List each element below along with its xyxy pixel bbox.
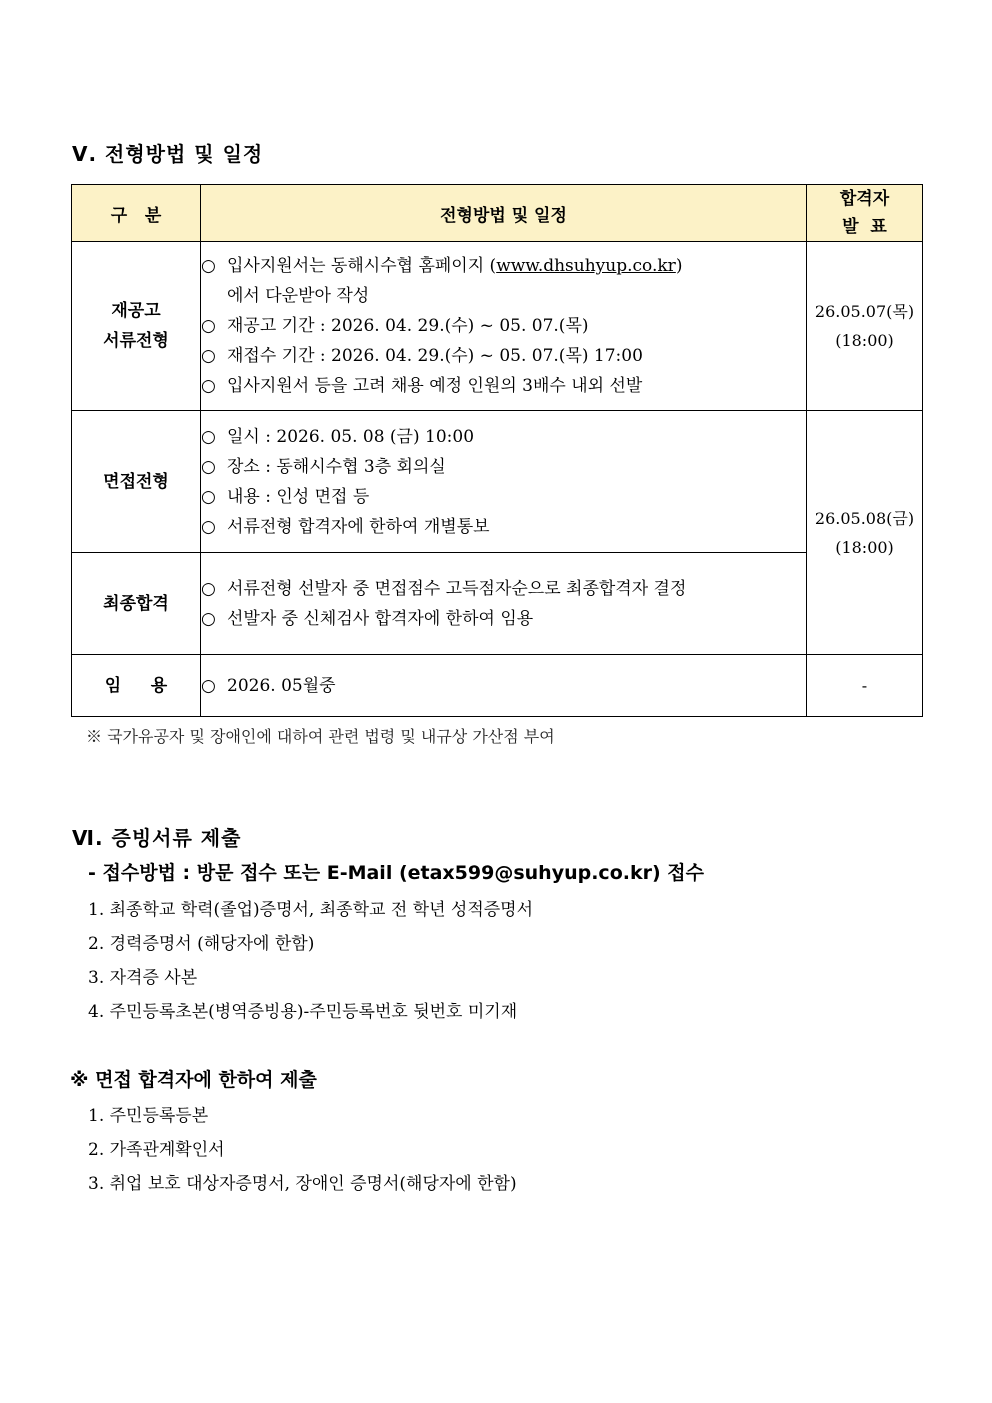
interview-document-list — [88, 1099, 517, 1201]
bullet-circle-icon: ○ — [201, 346, 216, 366]
bullet-circle-icon: ○ — [201, 376, 216, 396]
method-item — [201, 452, 806, 482]
interview-docs-title: ※ 면접 합격자에 한하여 제출 — [70, 1069, 317, 1091]
method-item-text: ) — [675, 256, 683, 276]
header-method: 전형방법 및 일정 — [201, 185, 807, 242]
row-category: 최종합격 — [72, 553, 201, 655]
method-item — [201, 512, 806, 542]
method-item — [201, 371, 806, 401]
table-row — [72, 242, 923, 411]
table-row — [72, 655, 923, 717]
section6-title: Ⅵ. 증빙서류 제출 — [72, 826, 242, 850]
row-method — [201, 553, 807, 655]
method-item-text: 서류전형 합격자에 한하여 개별통보 — [227, 516, 490, 537]
header-announce-line2: 발 표 — [842, 217, 887, 237]
bullet-circle-icon: ○ — [201, 578, 216, 599]
method-item-text: 장소 : 동해시수협 3층 회의실 — [227, 456, 446, 477]
method-item — [201, 251, 806, 281]
bullet-circle-icon: ○ — [201, 426, 216, 447]
bullet-circle-icon: ○ — [201, 256, 216, 276]
table-row — [72, 411, 923, 553]
bullet-circle-icon: ○ — [201, 516, 216, 537]
method-item — [201, 604, 806, 634]
row-announce: - — [807, 655, 923, 717]
row-announce — [807, 242, 923, 411]
bullet-circle-icon: ○ — [201, 486, 216, 507]
schedule-table — [71, 184, 923, 717]
method-item — [201, 422, 806, 452]
table-row — [72, 553, 923, 655]
method-item — [201, 341, 806, 371]
row-category — [72, 242, 201, 411]
method-item-text: 2026. 05월중 — [227, 675, 336, 696]
method-item — [201, 482, 806, 512]
announce-time: (18:00) — [835, 331, 894, 350]
row-method — [201, 411, 807, 553]
method-item-continuation: 에서 다운받아 작성 — [227, 286, 370, 306]
method-item-text: 재접수 기간 : 2026. 04. 29.(수) ~ 05. 07.(목) 17:00 — [227, 346, 643, 366]
row-method — [201, 655, 807, 717]
header-announce-line1: 합격자 — [839, 189, 890, 209]
document-list — [88, 893, 533, 1029]
table-header-row — [72, 185, 923, 242]
list-item: 1. 주민등록등본 — [88, 1106, 209, 1126]
header-announce — [807, 185, 923, 242]
header-category: 구 분 — [72, 185, 201, 242]
bullet-circle-icon: ○ — [201, 456, 216, 477]
bullet-circle-icon: ○ — [201, 675, 216, 696]
method-item — [201, 671, 806, 701]
method-item-text: 일시 : 2026. 05. 08 (금) 10:00 — [227, 426, 475, 447]
method-item-text: 내용 : 인성 면접 등 — [227, 486, 370, 507]
method-item-text: 서류전형 선발자 중 면접점수 고득점자순으로 최종합격자 결정 — [227, 578, 687, 599]
homepage-link[interactable]: www.dhsuhyup.co.kr — [496, 256, 676, 276]
receive-method: - 접수방법 : 방문 접수 또는 E-Mail (etax599@suhyup.co.kr) 접수 — [88, 862, 704, 884]
list-item: 2. 경력증명서 (해당자에 한함) — [88, 934, 315, 954]
method-item-text: 선발자 중 신체검사 합격자에 한하여 임용 — [227, 608, 534, 629]
announce-date: 26.05.08(금) — [814, 508, 915, 528]
bullet-circle-icon: ○ — [201, 316, 216, 336]
method-item — [201, 311, 806, 341]
bonus-note: ※ 국가유공자 및 장애인에 대하여 관련 법령 및 내규상 가산점 부여 — [86, 727, 555, 746]
row-category-line2: 서류전형 — [103, 331, 169, 351]
method-item-text: 입사지원서는 동해시수협 홈페이지 ( — [227, 256, 497, 276]
bullet-circle-icon: ○ — [201, 608, 216, 629]
method-item-text: 입사지원서 등을 고려 채용 예정 인원의 3배수 내외 선발 — [227, 376, 643, 396]
announce-date: 26.05.07(목) — [814, 302, 915, 321]
row-method — [201, 242, 807, 411]
list-item: 1. 최종학교 학력(졸업)증명서, 최종학교 전 학년 성적증명서 — [88, 900, 534, 920]
list-item: 3. 취업 보호 대상자증명서, 장애인 증명서(해당자에 한함) — [88, 1174, 517, 1194]
method-item-text: 재공고 기간 : 2026. 04. 29.(수) ~ 05. 07.(목) — [227, 316, 589, 336]
row-category: 임 용 — [72, 655, 201, 717]
row-category-line1: 재공고 — [111, 301, 161, 321]
row-announce — [807, 411, 923, 655]
row-category: 면접전형 — [72, 411, 201, 553]
method-item — [201, 574, 806, 604]
list-item: 3. 자격증 사본 — [88, 968, 198, 988]
announce-time: (18:00) — [835, 537, 894, 557]
list-item: 2. 가족관계확인서 — [88, 1140, 225, 1160]
list-item: 4. 주민등록초본(병역증빙용)-주민등록번호 뒷번호 미기재 — [88, 1002, 518, 1022]
section5-title: Ⅴ. 전형방법 및 일정 — [72, 142, 264, 166]
